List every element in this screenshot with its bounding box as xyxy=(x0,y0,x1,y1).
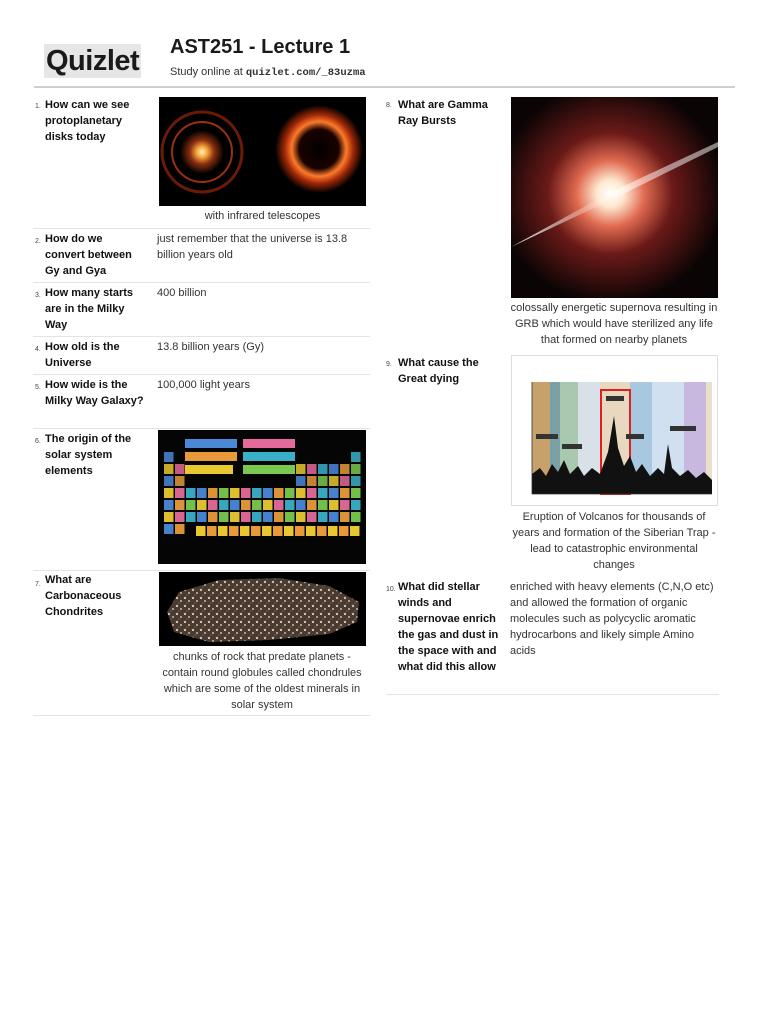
card-answer: Eruption of Volcanos for thousands of years and formation of the Siberian Trap - lead to catastrophic environmental changes xyxy=(512,511,716,571)
flashcard-5 xyxy=(33,374,370,429)
extinction-timeline-image xyxy=(511,355,718,506)
card-answer: chunks of rock that predate planets - contain round globules called chondrules which are some of the oldest minerals in solar system xyxy=(162,651,362,711)
flashcard-8 xyxy=(386,92,719,349)
card-answer: 13.8 billion years (Gy) xyxy=(157,341,264,353)
card-number: 2. xyxy=(35,238,41,245)
card-question: What cause the Great dying xyxy=(398,357,479,385)
card-question: What are Gamma Ray Bursts xyxy=(398,99,488,127)
flashcard-9 xyxy=(386,352,719,574)
page-header xyxy=(34,30,735,88)
flashcard-7 xyxy=(33,570,370,716)
flashcard-2 xyxy=(33,228,370,283)
study-url-link[interactable]: quizlet.com/_83uzma xyxy=(245,67,366,79)
study-prefix: Study online at xyxy=(170,66,243,78)
card-question: How do we convert between Gy and Gya xyxy=(45,233,132,277)
flashcard-3 xyxy=(33,282,370,337)
page-title: AST251 - Lecture 1 xyxy=(170,36,351,58)
flashcard-10 xyxy=(386,578,719,695)
card-question: How many starts are in the Milky Way xyxy=(45,287,134,331)
protoplanetary-disks-image xyxy=(159,97,366,206)
card-answer: enriched with heavy elements (C,N,O etc) and allowed the formation of organic molecules such as polycyclic aromatic hydrocarbons and likely simple Amino acids xyxy=(510,581,714,657)
card-number: 3. xyxy=(35,292,41,299)
flashcard-4 xyxy=(33,336,370,375)
periodic-table-origin-image xyxy=(158,430,366,564)
gamma-ray-burst-image xyxy=(511,97,718,298)
card-answer: just remember that the universe is 13.8 billion years old xyxy=(157,233,348,261)
card-number: 1. xyxy=(35,103,41,110)
card-number: 5. xyxy=(35,384,41,391)
card-number: 10. xyxy=(386,586,396,593)
card-answer: with infrared telescopes xyxy=(204,210,321,222)
card-question: The origin of the solar system elements xyxy=(45,433,132,477)
card-answer: 400 billion xyxy=(157,287,207,299)
chondrite-meteorite-image xyxy=(159,572,366,646)
card-number: 6. xyxy=(35,438,41,445)
card-number: 7. xyxy=(35,581,41,588)
study-online-line xyxy=(170,66,366,79)
flashcard-6 xyxy=(33,428,370,571)
card-question: How wide is the Milky Way Galaxy? xyxy=(45,379,144,407)
card-question: What did stellar winds and supernovae enrich the gas and dust in the space with and what did this allow xyxy=(398,581,499,673)
card-answer: colossally energetic supernova resulting in GRB which would have sterilized any life that formed on nearby planets xyxy=(510,302,718,346)
card-answer: 100,000 light years xyxy=(157,379,250,391)
card-question: What are Carbonaceous Chondrites xyxy=(45,574,122,618)
card-number: 8. xyxy=(386,102,392,109)
quizlet-logo: Quizlet xyxy=(46,45,140,77)
card-question: How can we see protoplanetary disks today xyxy=(45,99,130,143)
card-number: 4. xyxy=(35,346,41,353)
card-number: 9. xyxy=(386,361,392,368)
card-question: How old is the Universe xyxy=(45,341,120,369)
flashcard-1 xyxy=(33,92,370,229)
